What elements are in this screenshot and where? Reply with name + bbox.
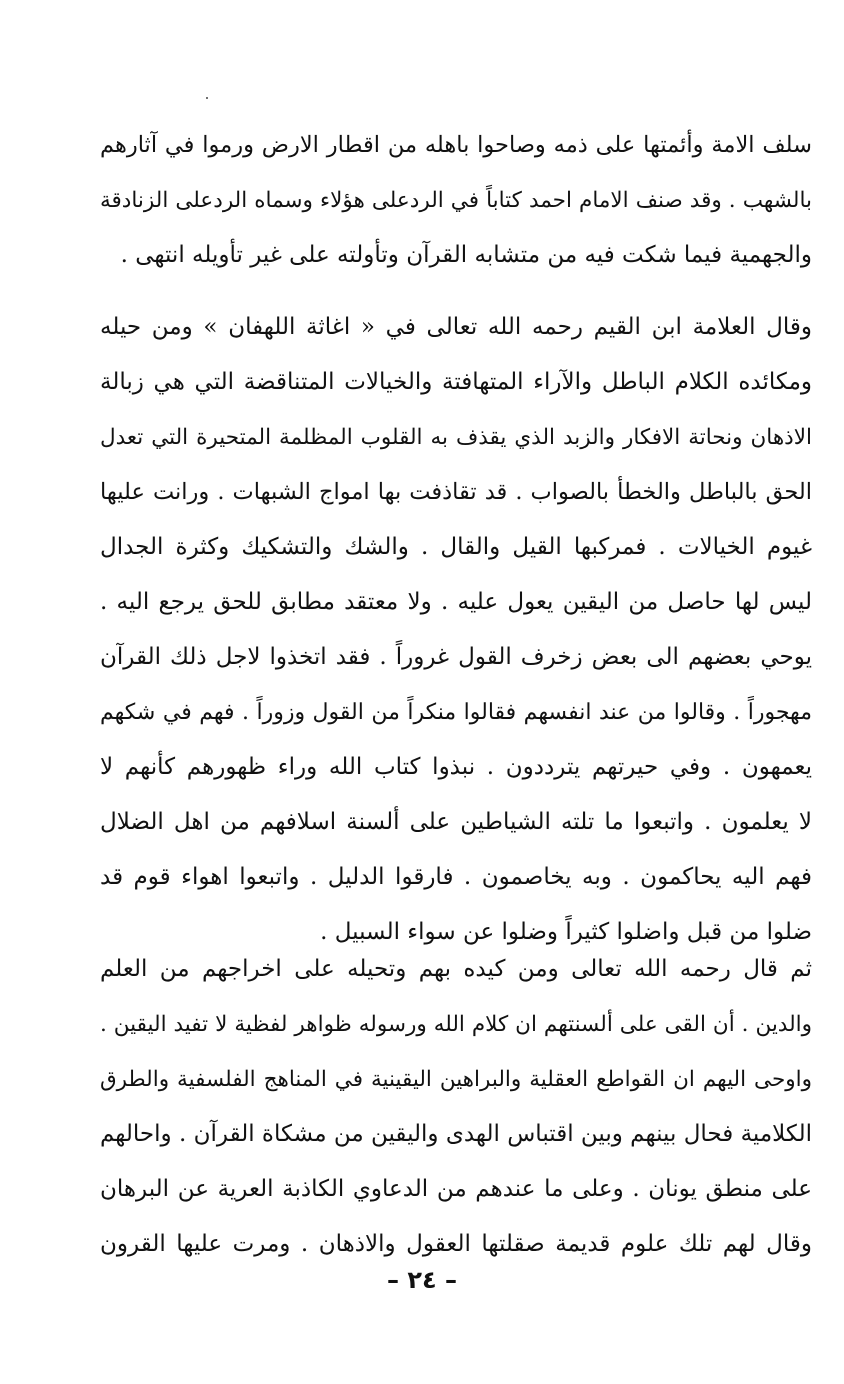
text-line: بالشهب . وقد صنف الامام احمد كتاباً في الردعلى هؤلاء وسماه الردعلى الزنادقة — [100, 188, 812, 213]
text-line: الكلامية فحال بينهم وبين اقتباس الهدى واليقين من مشكاة القرآن . واحالهم — [100, 1121, 812, 1147]
text-line: على منطق يونان . وعلى ما عندهم من الدعاوي الكاذبة العرية عن البرهان — [100, 1176, 812, 1202]
paragraph-3 — [100, 942, 812, 1272]
text-line: والجهمية فيما شكت فيه من متشابه القرآن وتأولته على غير تأويله انتهى . — [120, 242, 812, 268]
paragraph-1 — [100, 118, 812, 283]
text-line: ثم قال رحمه الله تعالى ومن كيده بهم وتحيله على اخراجهم من العلم — [100, 956, 812, 982]
page-number: – ٢٤ – — [386, 1266, 457, 1294]
paragraph-2 — [100, 300, 812, 960]
text-line: والدين . أن القى على ألسنتهم ان كلام الله ورسوله ظواهر لفظية لا تفيد اليقين . — [100, 1012, 812, 1037]
text-line: لا يعلمون . واتبعوا ما تلته الشياطين على ألسنة اسلافهم من اهل الضلال — [100, 809, 812, 835]
print-speck — [206, 97, 208, 99]
text-line: مهجوراً . وقالوا من عند انفسهم فقالوا منكراً من القول وزوراً . فهم في شكهم — [100, 700, 812, 725]
text-line: الاذهان ونحاتة الافكار والزبد الذي يقذف به القلوب المظلمة المتحيرة التي تعدل — [100, 425, 812, 450]
text-line: وقال لهم تلك علوم قديمة صقلتها العقول والاذهان . ومرت عليها القرون — [100, 1231, 812, 1257]
text-line: سلف الامة وأئمتها على ذمه وصاحوا باهله من اقطار الارض ورموا في آثارهم — [100, 132, 812, 158]
text-line: يعمهون . وفي حيرتهم يترددون . نبذوا كتاب الله وراء ظهورهم كأنهم لا — [100, 754, 812, 780]
text-line: غيوم الخيالات . فمركبها القيل والقال . والشك والتشكيك وكثرة الجدال — [100, 534, 812, 560]
text-line: ليس لها حاصل من اليقين يعول عليه . ولا معتقد مطابق للحق يرجع اليه . — [100, 589, 812, 615]
text-line: ومكائده الكلام الباطل والآراء المتهافتة والخيالات المتناقضة التي هي زبالة — [100, 369, 812, 395]
text-line: يوحي بعضهم الى بعض زخرف القول غروراً . فقد اتخذوا لاجل ذلك القرآن — [100, 644, 812, 670]
text-line: الحق بالباطل والخطأ بالصواب . قد تقاذفت بها امواج الشبهات . ورانت عليها — [100, 479, 812, 505]
text-line: وقال العلامة ابن القيم رحمه الله تعالى في « اغاثة اللهفان » ومن حيله — [100, 314, 812, 340]
text-line: ضلوا من قبل واضلوا كثيراً وضلوا عن سواء السبيل . — [320, 919, 812, 945]
text-line: واوحى اليهم ان القواطع العقلية والبراهين اليقينية في المناهج الفلسفية والطرق — [100, 1067, 812, 1092]
text-line: فهم اليه يحاكمون . وبه يخاصمون . فارقوا الدليل . واتبعوا اهواء قوم قد — [100, 864, 812, 890]
